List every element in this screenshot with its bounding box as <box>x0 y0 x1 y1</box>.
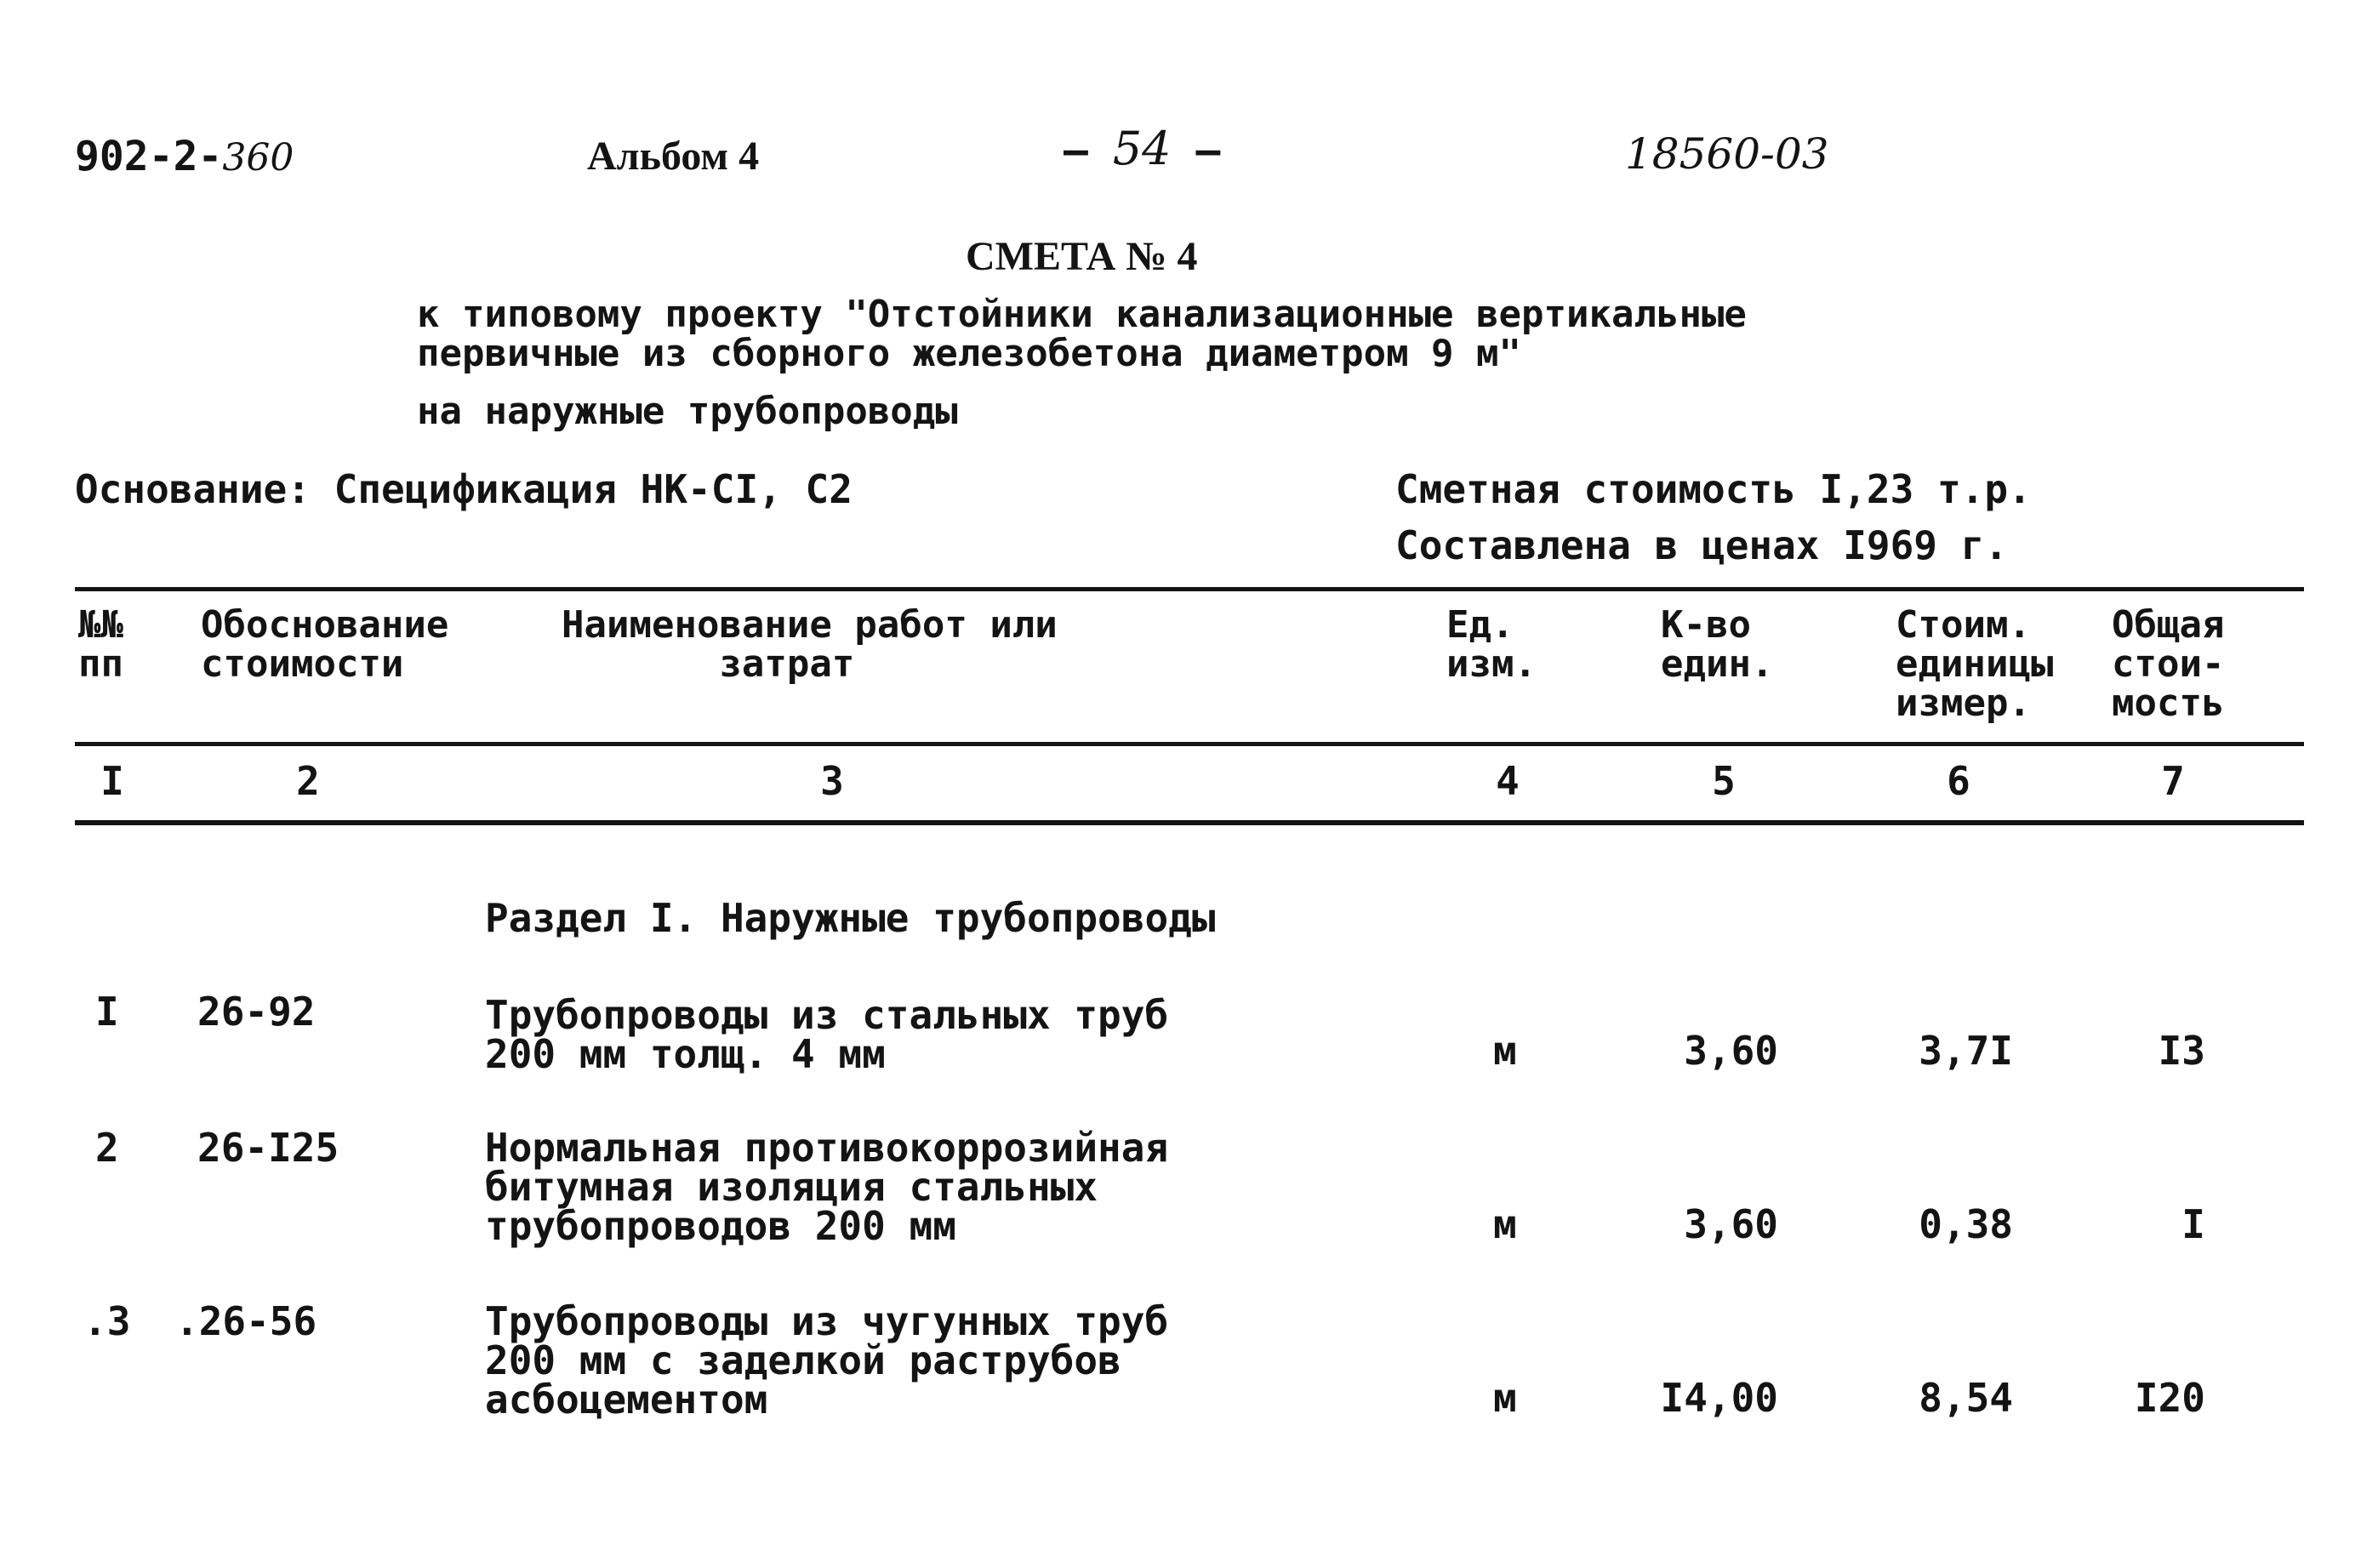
row-unit-cost: 3,7I <box>1919 1028 2013 1074</box>
row-number: 2 <box>95 1125 119 1171</box>
album-label: Альбом 4 <box>587 134 760 179</box>
page-number <box>1064 122 1221 175</box>
estimate-heading: СМЕТА № 4 <box>966 234 1198 279</box>
table-top-rule <box>75 587 2304 591</box>
title-line-3: на наружные трубопроводы <box>417 390 958 433</box>
row-work-name: Трубопроводы из стальных труб 200 мм толщ. 4 мм <box>485 992 1169 1077</box>
doc-code-prefix: 902-2- <box>75 133 223 180</box>
header-work-name: Наименование работ или затрат <box>562 603 1058 686</box>
column-number-4: 4 <box>1496 758 1520 804</box>
section-title: Раздел I. Наружные трубопроводы <box>485 895 1216 941</box>
title-line-2: первичные из сборного железобетона диаметром 9 м" <box>417 332 1522 375</box>
row-work-name: Трубопроводы из чугунных труб 200 мм с заделкой раструбов асбоцементом <box>485 1298 1169 1423</box>
column-number-5: 5 <box>1712 758 1736 804</box>
header-quantity: К-во един. <box>1661 603 1774 686</box>
title-line-1: к типовому проекту "Отстойники канализационные вертикальные <box>417 293 1747 336</box>
column-number-2: 2 <box>296 758 320 804</box>
row-total: I20 <box>2134 1375 2205 1421</box>
row-unit-cost: 8,54 <box>1919 1375 2013 1421</box>
column-number-7: 7 <box>2161 758 2185 804</box>
estimated-cost: Сметная стоимость I,23 т.р. <box>1395 466 2032 512</box>
row-unit: м <box>1493 1201 1517 1247</box>
row-quantity: 3,60 <box>1684 1201 1778 1247</box>
column-number-6: 6 <box>1947 758 1970 804</box>
row-quantity: 3,60 <box>1684 1028 1778 1074</box>
header-basis: Обоснование стоимости <box>201 603 449 686</box>
prices-year: Составлена в ценах I969 г. <box>1395 522 2009 568</box>
doc-code <box>75 133 294 180</box>
basis-specification: Основание: Спецификация НК-СI, С2 <box>75 466 853 512</box>
row-basis: 26-I25 <box>197 1125 339 1171</box>
header-total-cost: Общая стои- мость <box>2112 603 2225 725</box>
row-total: I <box>2181 1201 2205 1247</box>
table-header-rule <box>75 742 2304 746</box>
row-basis: 26-92 <box>197 989 316 1035</box>
archive-number: 18560-03 <box>1625 129 1829 179</box>
page-dash-left: – <box>1064 127 1088 174</box>
row-total: I3 <box>2158 1028 2205 1074</box>
row-basis: .26-56 <box>175 1298 317 1344</box>
doc-code-handwritten: 360 <box>222 136 294 180</box>
row-number: .3 <box>83 1298 131 1344</box>
row-unit-cost: 0,38 <box>1919 1201 2013 1247</box>
row-unit: м <box>1493 1375 1517 1421</box>
header-item-number: №№ пп <box>78 603 123 686</box>
row-work-name: Нормальная противокоррозийная битумная изоляция стальных трубопроводов 200 мм <box>485 1125 1169 1249</box>
header-unit-cost: Стоим. единицы измер. <box>1896 603 2054 725</box>
column-number-1: I <box>100 758 124 804</box>
page-number-value: 54 <box>1112 122 1172 175</box>
row-unit: м <box>1493 1028 1517 1074</box>
header-unit: Ед. изм. <box>1446 603 1537 686</box>
table-numbers-rule <box>75 820 2304 825</box>
column-number-3: 3 <box>820 758 844 804</box>
row-quantity: I4,00 <box>1660 1375 1778 1421</box>
row-number: I <box>95 989 119 1035</box>
page-dash-right: – <box>1195 127 1221 174</box>
